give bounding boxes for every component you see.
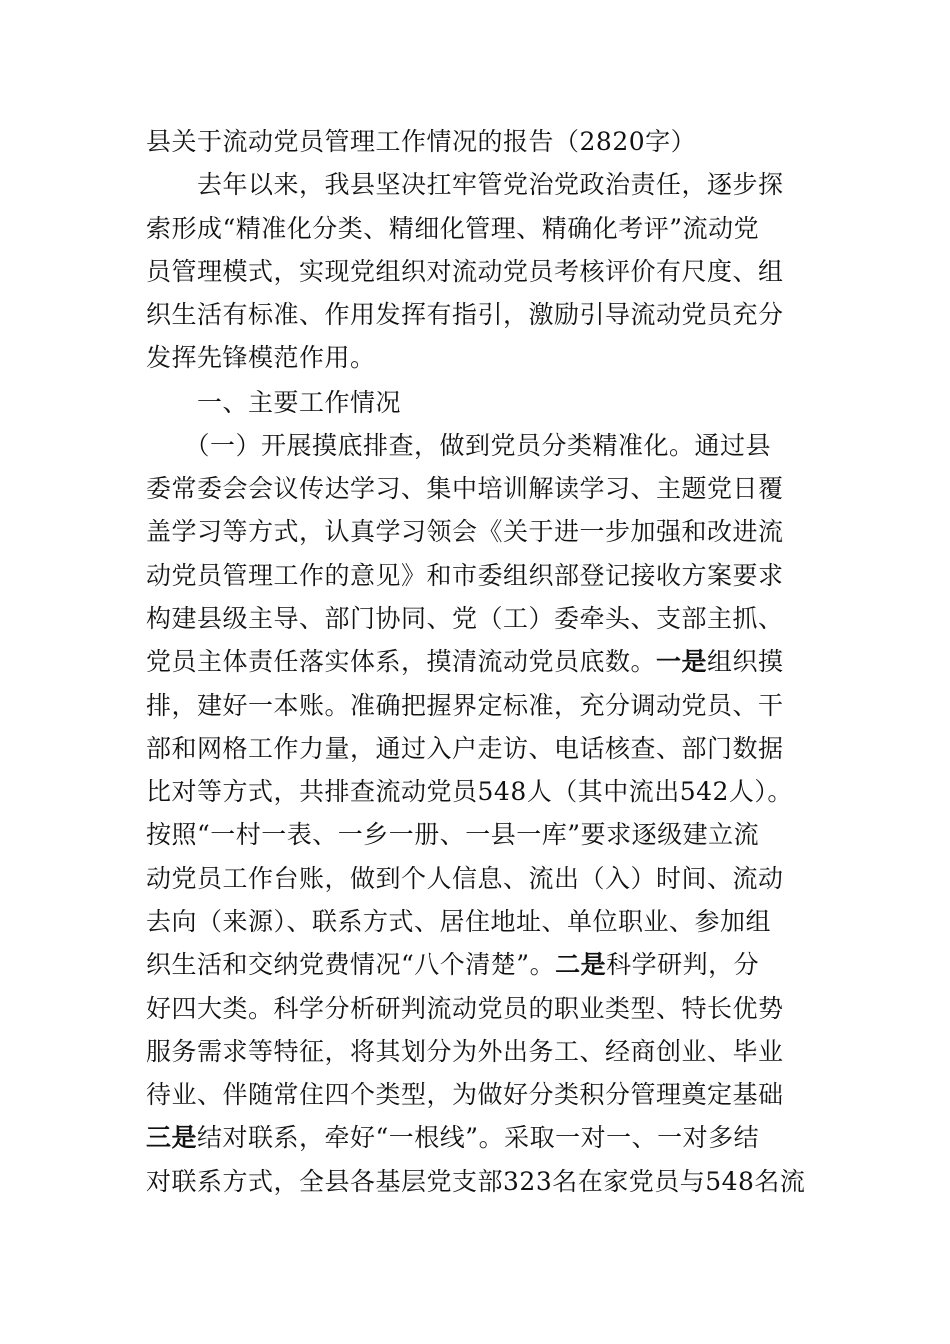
paragraph-line: 构建县级主导、部门协同、党（工）委牵头、支部主抓、 — [146, 604, 784, 633]
line-text: 党员主体责任落实体系，摸清流动党员底数。 — [146, 647, 657, 676]
paragraph-line: 排，建好一本账。准确把握界定标准，充分调动党员、干 — [146, 691, 784, 720]
line-text: 组织摸 — [707, 647, 784, 676]
paragraph-line: 发挥先锋模范作用。 — [146, 343, 376, 372]
paragraph-line — [146, 1118, 806, 1158]
subsection-heading-line: （一）开展摸底排查，做到党员分类精准化。通过县 — [146, 431, 772, 460]
emphasis-first: 一是 — [656, 647, 708, 676]
paragraph-line: 按照“一村一表、一乡一册、一县一库”要求逐级建立流 — [146, 820, 760, 849]
paragraph-line: 好四大类。科学分析研判流动党员的职业类型、特长优势 — [146, 994, 784, 1023]
paragraph-line: 去向（来源）、联系方式、居住地址、单位职业、参加组 — [146, 907, 772, 936]
paragraph-line: 比对等方式，共排查流动党员548人（其中流出542人）。 — [146, 777, 793, 806]
paragraph-line: 服务需求等特征，将其划分为外出务工、经商创业、毕业 — [146, 1037, 784, 1066]
paragraph-line: 待业、伴随常住四个类型，为做好分类积分管理奠定基础 — [146, 1080, 784, 1109]
paragraph-line: 对联系方式，全县各基层党支部323名在家党员与548名流 — [146, 1167, 806, 1196]
paragraph-line: 部和网格工作力量，通过入户走访、电话核查、部门数据 — [146, 734, 784, 763]
paragraph-line: 动党员工作台账，做到个人信息、流出（入）时间、流动 — [146, 864, 784, 893]
paragraph-line: 员管理模式，实现党组织对流动党员考核评价有尺度、组 — [146, 257, 784, 286]
paragraph-line: 织生活有标准、作用发挥有指引，激励引导流动党员充分 — [146, 300, 784, 329]
paragraph-line: 去年以来，我县坚决扛牢管党治党政治责任，逐步探 — [146, 170, 784, 199]
emphasis-second: 二是 — [555, 950, 607, 979]
document-title: 县关于流动党员管理工作情况的报告（2820字） — [146, 127, 697, 156]
paragraph-line: 盖学习等方式，认真学习领会《关于进一步加强和改进流 — [146, 517, 784, 546]
emphasis-third: 三是 — [146, 1123, 198, 1152]
paragraph-line — [146, 945, 806, 985]
paragraph-line: 委常委会会议传达学习、集中培训解读学习、主题党日覆 — [146, 474, 784, 503]
section-heading: 一、主要工作情况 — [146, 388, 402, 417]
paragraph-line: 动党员管理工作的意见》和市委组织部登记接收方案要求 — [146, 561, 784, 590]
paragraph-line: 索形成“精准化分类、精细化管理、精确化考评”流动党 — [146, 214, 760, 243]
line-text: 结对联系，牵好“一根线”。采取一对一、一对多结 — [197, 1123, 760, 1152]
line-text: 科学研判，分 — [606, 950, 760, 979]
paragraph-line — [146, 642, 806, 682]
line-text: 织生活和交纳党费情况“八个清楚”。 — [146, 950, 556, 979]
